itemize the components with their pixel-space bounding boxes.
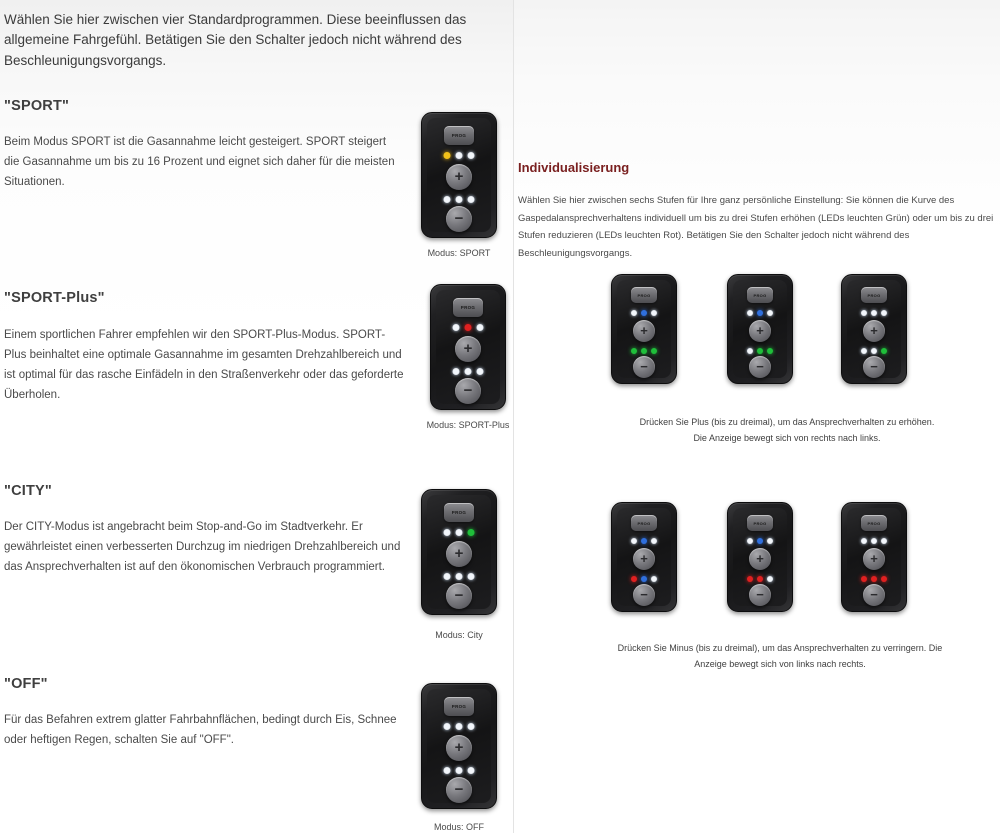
led	[444, 529, 451, 536]
plus-label: +	[756, 550, 764, 566]
led-row-top	[444, 529, 475, 536]
led	[641, 576, 647, 582]
led	[861, 576, 867, 582]
prog-button[interactable]: PROG	[453, 298, 483, 317]
led-row-top	[444, 152, 475, 159]
led	[747, 538, 753, 544]
led-row-top	[444, 723, 475, 730]
led	[453, 324, 460, 331]
led-row-top	[747, 538, 773, 544]
device-face	[617, 508, 671, 606]
led	[861, 538, 867, 544]
caption-sport-plus: Modus: SPORT-Plus	[426, 420, 510, 430]
section-title-city: "CITY"	[4, 483, 52, 499]
led	[456, 723, 463, 730]
plus-label: +	[870, 550, 878, 566]
device-face	[427, 118, 491, 232]
led	[871, 538, 877, 544]
led-row-bottom	[631, 576, 657, 582]
plus-button[interactable]	[633, 320, 655, 342]
device-face	[427, 495, 491, 609]
device-face	[847, 280, 901, 378]
led	[468, 573, 475, 580]
led-row-bottom	[444, 196, 475, 203]
plus-button[interactable]	[446, 164, 472, 190]
device-face	[427, 689, 491, 803]
led-row-bottom	[453, 368, 484, 375]
led	[444, 152, 451, 159]
device-city[interactable]	[421, 489, 497, 615]
led-row-bottom	[861, 576, 887, 582]
led	[456, 767, 463, 774]
device-face	[733, 280, 787, 378]
prog-button[interactable]: PROG	[444, 697, 474, 716]
minus-button[interactable]	[749, 584, 771, 606]
led	[631, 310, 637, 316]
led	[477, 368, 484, 375]
device-minus-1[interactable]	[611, 502, 677, 612]
led	[651, 576, 657, 582]
plus-label: +	[463, 339, 473, 357]
led-row-bottom	[631, 348, 657, 354]
led	[631, 538, 637, 544]
device-plus-3[interactable]	[841, 274, 907, 384]
minus-label: −	[640, 586, 648, 602]
minus-label: −	[454, 209, 464, 227]
minus-button[interactable]	[749, 356, 771, 378]
led	[456, 152, 463, 159]
minus-label: −	[756, 358, 764, 374]
section-title-sport-plus: "SPORT-Plus"	[4, 290, 105, 306]
led	[767, 576, 773, 582]
led	[651, 348, 657, 354]
minus-button[interactable]	[446, 206, 472, 232]
plus-button[interactable]	[863, 548, 885, 570]
individualisierung-body: Wählen Sie hier zwischen sechs Stufen für Ihre ganz persönliche Einstellung: Sie können die Kurve des Gaspedalansprechverhaltens individuell um bis zu drei Stufen erhöhen (LEDs leuchten Grün) oder um bis zu drei Stufen reduzieren (LEDs leuchten Rot). Betätigen Sie den Schalter jedoch nicht während des Beschleunigungsvorgangs.	[518, 195, 994, 259]
device-face	[847, 508, 901, 606]
plus-label: +	[640, 550, 648, 566]
plus-button[interactable]	[633, 548, 655, 570]
device-minus-3[interactable]	[841, 502, 907, 612]
device-sport[interactable]	[421, 112, 497, 238]
led-row-bottom	[444, 767, 475, 774]
device-sport-plus[interactable]	[430, 284, 506, 410]
led	[861, 310, 867, 316]
led	[767, 538, 773, 544]
led-row-top	[631, 310, 657, 316]
minus-label: −	[454, 780, 464, 798]
section-title-sport: "SPORT"	[4, 98, 70, 114]
led-row-top	[747, 310, 773, 316]
led	[767, 348, 773, 354]
led-row-bottom	[747, 576, 773, 582]
minus-button[interactable]	[446, 777, 472, 803]
minus-label: −	[756, 586, 764, 602]
device-face	[617, 280, 671, 378]
device-plus-1[interactable]	[611, 274, 677, 384]
device-plus-2[interactable]	[727, 274, 793, 384]
led-row-top	[861, 538, 887, 544]
plus-label: +	[870, 322, 878, 338]
led	[641, 310, 647, 316]
led-row-bottom	[747, 348, 773, 354]
led	[453, 368, 460, 375]
plus-label: +	[640, 322, 648, 338]
caption-minus: Drücken Sie Minus (bis zu dreimal), um das Ansprechverhalten zu verringern. Die Anzeige bewegt sich von links nach rechts.	[617, 643, 943, 670]
led	[881, 310, 887, 316]
section-body-city: Der CITY-Modus ist angebracht beim Stop-and-Go im Stadtverkehr. Er gewährleistet einen verbesserten Durchzug im niedrigen Drehzahlbereich und das Ansprechverhalten ist auf den ökonomischen Verbrauch programmiert.	[4, 521, 401, 574]
led-row-bottom	[444, 573, 475, 580]
led	[631, 576, 637, 582]
minus-button[interactable]	[446, 583, 472, 609]
led	[456, 196, 463, 203]
minus-label: −	[640, 358, 648, 374]
prog-button[interactable]: PROG	[861, 515, 887, 531]
plus-button[interactable]	[446, 735, 472, 761]
led	[468, 767, 475, 774]
led	[757, 310, 763, 316]
led	[861, 348, 867, 354]
caption-plus: Drücken Sie Plus (bis zu dreimal), um das Ansprechverhalten zu erhöhen. Die Anzeige bewegt sich von rechts nach links.	[639, 417, 935, 444]
led	[444, 196, 451, 203]
led	[456, 573, 463, 580]
plus-label: +	[454, 738, 464, 756]
prog-button[interactable]: PROG	[444, 126, 474, 145]
device-face	[436, 290, 500, 404]
led	[465, 324, 472, 331]
caption-sport: Modus: SPORT	[427, 248, 491, 258]
device-off[interactable]	[421, 683, 497, 809]
prog-button[interactable]: PROG	[747, 515, 773, 531]
led	[747, 576, 753, 582]
plus-button[interactable]	[455, 336, 481, 362]
device-minus-2[interactable]	[727, 502, 793, 612]
caption-city: Modus: City	[435, 630, 483, 640]
intro-text: Wählen Sie hier zwischen vier Standardprogrammen. Diese beeinflussen das allgemeine Fahrgefühl. Betätigen Sie den Schalter jedoch nicht während des Beschleunigungsvorgangs.	[4, 12, 467, 68]
led	[641, 348, 647, 354]
section-body-sport: Beim Modus SPORT ist die Gasannahme leicht gesteigert. SPORT steigert die Gasannahme um bis zu 16 Prozent und eignet sich daher für die meisten Situationen.	[4, 136, 395, 189]
minus-label: −	[870, 586, 878, 602]
led-row-top	[631, 538, 657, 544]
section-body-sport-plus: Einem sportlichen Fahrer empfehlen wir den SPORT-Plus-Modus. SPORT-Plus beinhaltet eine optimale Gasannahme im gesamten Drehzahlbereich und ist optimal für das rasche Einfädeln in den Straßenverkehr oder das geforderte Überholen.	[4, 329, 404, 402]
led	[444, 767, 451, 774]
plus-button[interactable]	[863, 320, 885, 342]
plus-button[interactable]	[749, 548, 771, 570]
minus-button[interactable]	[863, 584, 885, 606]
led	[444, 573, 451, 580]
device-face	[733, 508, 787, 606]
individualisierung-title: Individualisierung	[518, 160, 630, 175]
section-title-off: "OFF"	[4, 676, 48, 692]
led	[641, 538, 647, 544]
led	[468, 529, 475, 536]
led	[444, 723, 451, 730]
minus-label: −	[870, 358, 878, 374]
prog-button[interactable]: PROG	[631, 287, 657, 303]
led	[651, 310, 657, 316]
led	[465, 368, 472, 375]
led	[477, 324, 484, 331]
plus-label: +	[756, 322, 764, 338]
led	[871, 576, 877, 582]
plus-button[interactable]	[749, 320, 771, 342]
led	[881, 538, 887, 544]
led	[871, 348, 877, 354]
led	[757, 348, 763, 354]
prog-button[interactable]: PROG	[631, 515, 657, 531]
prog-button[interactable]: PROG	[747, 287, 773, 303]
led	[757, 538, 763, 544]
led	[881, 576, 887, 582]
plus-label: +	[454, 167, 464, 185]
minus-button[interactable]	[633, 356, 655, 378]
led	[747, 348, 753, 354]
prog-button[interactable]: PROG	[861, 287, 887, 303]
led	[651, 538, 657, 544]
caption-off: Modus: OFF	[433, 822, 484, 832]
led	[871, 310, 877, 316]
led-row-top	[861, 310, 887, 316]
led	[456, 529, 463, 536]
plus-button[interactable]	[446, 541, 472, 567]
led	[468, 723, 475, 730]
section-body-off: Für das Befahren extrem glatter Fahrbahnflächen, bedingt durch Eis, Schnee oder heftigen Regen, schalten Sie auf "OFF".	[4, 714, 397, 747]
led	[631, 348, 637, 354]
led	[767, 310, 773, 316]
minus-button[interactable]	[633, 584, 655, 606]
led	[881, 348, 887, 354]
minus-label: −	[454, 586, 464, 604]
led	[468, 152, 475, 159]
prog-button[interactable]: PROG	[444, 503, 474, 522]
minus-button[interactable]	[455, 378, 481, 404]
minus-label: −	[463, 381, 473, 399]
plus-label: +	[454, 544, 464, 562]
led-row-bottom	[861, 348, 887, 354]
led	[757, 576, 763, 582]
minus-button[interactable]	[863, 356, 885, 378]
led-row-top	[453, 324, 484, 331]
led	[747, 310, 753, 316]
led	[468, 196, 475, 203]
